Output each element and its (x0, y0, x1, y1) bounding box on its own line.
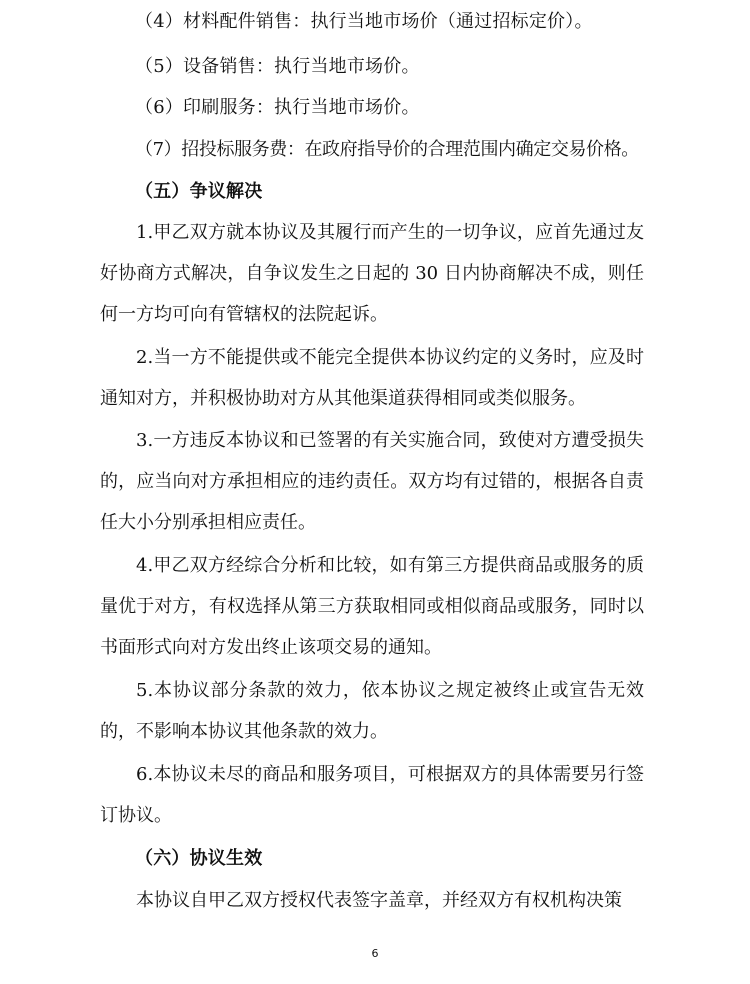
dispute-paragraph-1: 1.甲乙双方就本协议及其履行而产生的一切争议，应首先通过友好协商方式解决，自争议发生之日起的 30 日内协商解决不成，则任何一方均可向有管辖权的法院起诉。 (100, 222, 644, 325)
page-number: 6 (371, 947, 379, 960)
section-heading-agreement-effective: （六）协议生效 (135, 848, 263, 869)
dispute-paragraph-4: 4.甲乙双方经综合分析和比较，如有第三方提供商品或服务的质量优于对方，有权选择从第三方获取相同或相似商品或服务，同时以书面形式向对方发出终止该项交易的通知。 (100, 555, 644, 658)
pricing-item-7: （7）招投标服务费：在政府指导价的合理范围内确定交易价格。 (135, 139, 639, 160)
section-heading-dispute-resolution: （五）争议解决 (135, 181, 263, 202)
dispute-paragraph-2: 2.当一方不能提供或不能完全提供本协议约定的义务时，应及时通知对方，并积极协助对方从其他渠道获得相同或类似服务。 (100, 347, 644, 409)
dispute-paragraph-6: 6.本协议未尽的商品和服务项目，可根据双方的具体需要另行签订协议。 (100, 764, 644, 826)
pricing-item-6: （6）印刷服务：执行当地市场价。 (135, 97, 420, 118)
pricing-item-4: （4）材料配件销售：执行当地市场价（通过招标定价）。 (135, 11, 593, 32)
dispute-paragraph-3: 3.一方违反本协议和已签署的有关实施合同，致使对方遭受损失的，应当向对方承担相应的违约责任。双方均有过错的，根据各自责任大小分别承担相应责任。 (100, 430, 644, 533)
pricing-item-5: （5）设备销售：执行当地市场价。 (135, 56, 420, 77)
dispute-paragraph-5: 5.本协议部分条款的效力，依本协议之规定被终止或宣告无效的，不影响本协议其他条款的效力。 (100, 680, 644, 742)
effective-paragraph: 本协议自甲乙双方授权代表签字盖章，并经双方有权机构决策 (136, 890, 622, 911)
